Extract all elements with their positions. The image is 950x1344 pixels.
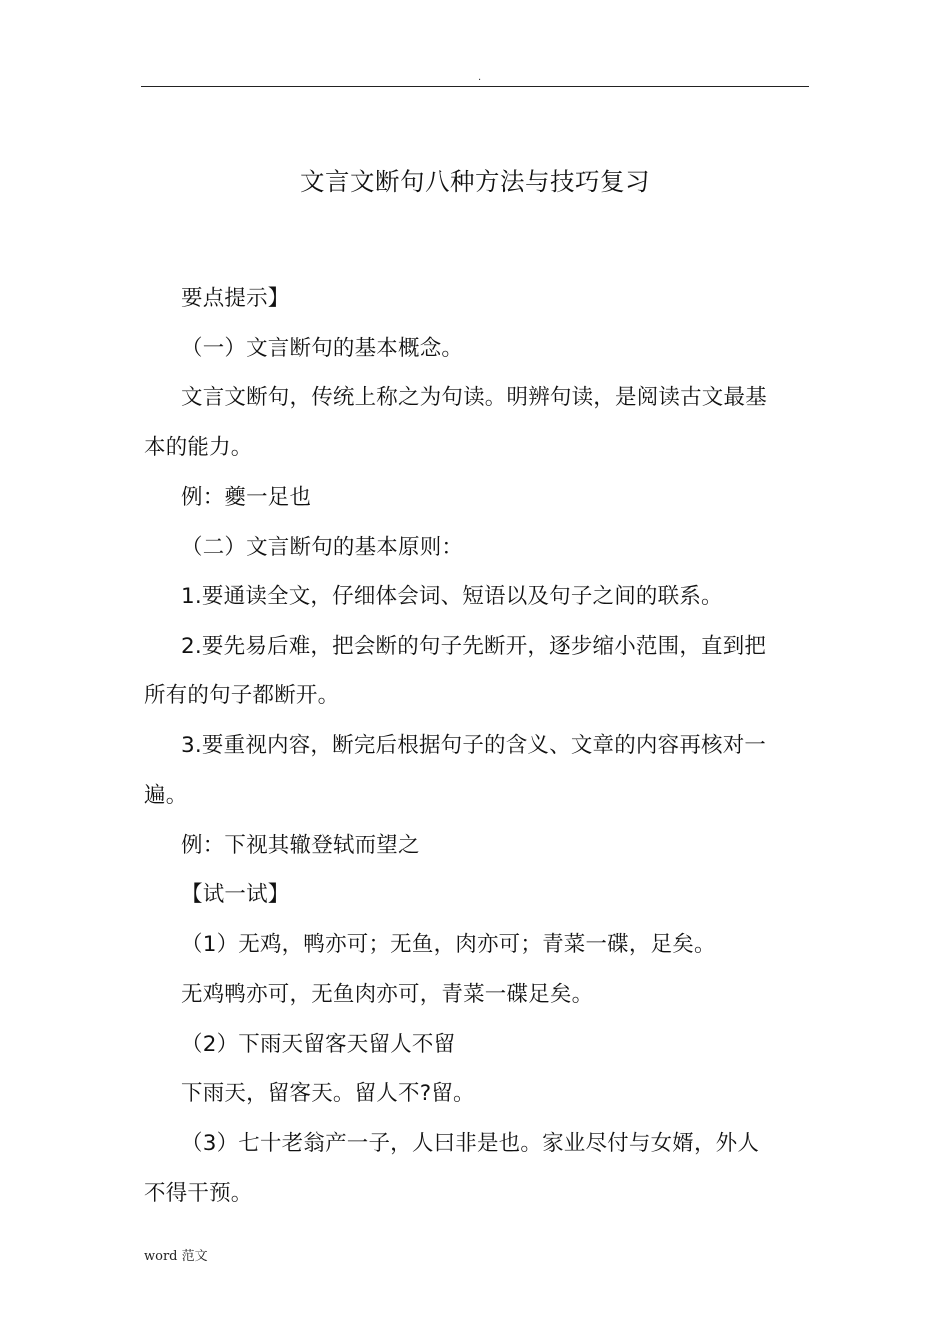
subheading-basic-concept: （一）文言断句的基本概念。 (181, 336, 464, 361)
section-heading-try-it: 【试一试】 (181, 882, 290, 907)
principle-item: 2.要先易后难，把会断的句子先断开，逐步缩小范围，直到把 (181, 634, 767, 659)
subheading-basic-principles: （二）文言断句的基本原则： (181, 535, 464, 560)
header-rule (141, 86, 809, 87)
paragraph-line: 本的能力。 (144, 435, 253, 460)
section-heading-key-points: 要点提示】 (181, 286, 290, 311)
header-mark: . (478, 72, 482, 83)
exercise-answer: 无鸡鸭亦可，无鱼肉亦可，青菜一碟足矣。 (181, 982, 594, 1007)
exercise-item: （3）七十老翁产一子，人曰非是也。家业尽付与女婿，外人 (181, 1131, 760, 1156)
paragraph-line: 文言文断句，传统上称之为句读。明辨句读，是阅读古文最基 (181, 385, 767, 410)
footer-label: word 范文 (144, 1249, 208, 1264)
principle-item: 1.要通读全文，仔细体会词、短语以及句子之间的联系。 (181, 584, 723, 609)
document-title: 文言文断句八种方法与技巧复习 (300, 167, 650, 196)
exercise-item-continued: 不得干预。 (144, 1181, 253, 1206)
principle-item: 3.要重视内容，断完后根据句子的含义、文章的内容再核对一 (181, 733, 767, 758)
principle-item-continued: 所有的句子都断开。 (144, 683, 340, 708)
example-line: 例：下视其辙登轼而望之 (181, 833, 420, 858)
exercise-item: （1）无鸡，鸭亦可；无鱼，肉亦可；青菜一碟，足矣。 (181, 932, 716, 957)
principle-item-continued: 遍。 (144, 783, 188, 808)
example-line: 例：夔一足也 (181, 485, 312, 510)
exercise-answer: 下雨天，留客天。留人不?留。 (181, 1081, 475, 1106)
exercise-item: （2）下雨天留客天留人不留 (181, 1032, 456, 1057)
